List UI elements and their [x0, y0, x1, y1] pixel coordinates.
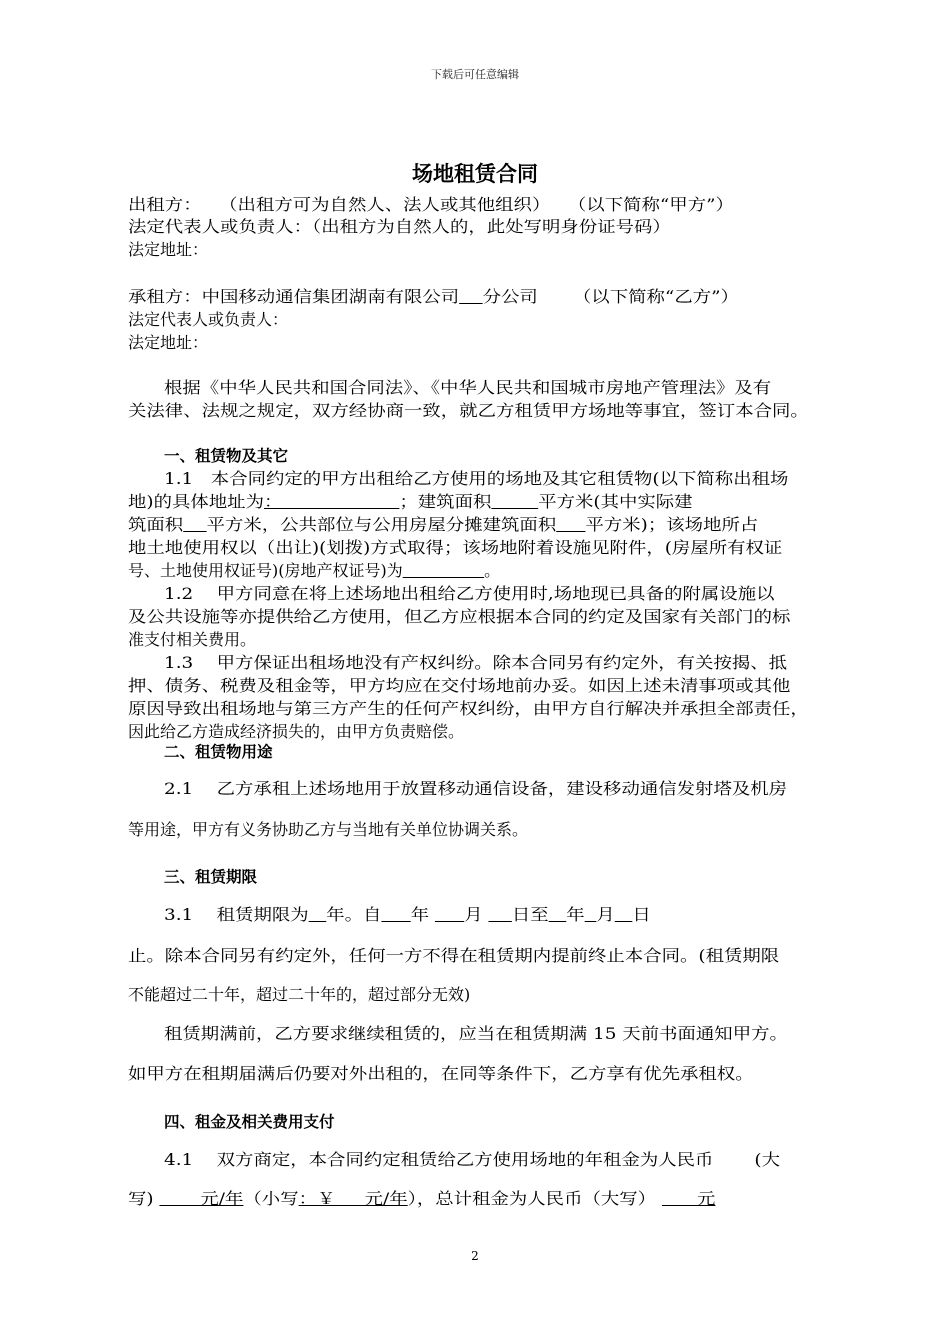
- clause-2-1-line-2: [128, 819, 528, 841]
- rent-amount-segment: （小写: [243, 1189, 299, 1208]
- clause-3-2-text-2: 如甲方在租期届满后仍要对外出租的，在同等条件下，乙方享有优先承租权。: [128, 1064, 754, 1083]
- clause-1-3-line-4: [128, 721, 464, 743]
- section-4-heading: 四、租金及相关费用支付: [164, 1113, 335, 1131]
- rent-amount-blank: ：￥ 元/年: [298, 1189, 408, 1208]
- clause-1-2-text-2: 及公共设施等亦提供给乙方使用，但乙方应根据本合同的约定及国家有关部门的标: [128, 607, 791, 626]
- actual-area-blank: [183, 515, 206, 534]
- clause-1-2-line-3: [128, 629, 256, 651]
- clause-3-1-line-2: [128, 945, 780, 967]
- clause-1-2-line-1: [164, 583, 775, 605]
- clause-1-1-text-2: [128, 491, 693, 513]
- lessee-addr-text: 法定地址：: [128, 333, 209, 352]
- lessor-rep-text: 法定代表人或负责人：（出租方为自然人的，此处写明身份证号码）: [128, 217, 671, 236]
- section-1-heading: 一、租赁物及其它: [164, 447, 289, 465]
- preamble-line-2: [128, 400, 809, 422]
- preamble-text-1: 根据《中华人民共和国合同法》、《中华人民共和国城市房地产管理法》及有: [164, 378, 772, 397]
- lessor-text: 出租方： （出租方可为自然人、法人或其他组织） （以下简称“甲方”）: [128, 195, 734, 214]
- clause-2-1-line-1: [164, 778, 788, 800]
- building-area-label: ；建筑面积: [399, 492, 492, 511]
- lease-term-blank: [615, 905, 633, 924]
- clause-1-1-text-1: 1.1 本合同约定的甲方出租给乙方使用的场地及其它租赁物(以下简称出租场: [164, 469, 789, 488]
- clause-1-1-text-3: [128, 514, 758, 536]
- clause-1-3-line-3: [128, 698, 809, 720]
- lease-term-segment: 3.1 租赁期限为: [164, 905, 309, 924]
- lease-term-text: [164, 904, 651, 926]
- clause-1-1-line-1: [164, 468, 789, 490]
- lease-term-blank: [309, 905, 327, 924]
- rent-amount-text: [128, 1188, 715, 1210]
- clause-4-1-line-1: [164, 1149, 780, 1171]
- building-area-blank: [491, 492, 538, 511]
- clause-1-3-text-1: 1.3 甲方保证出租场地没有产权纠纷。除本合同另有约定外，有关按揭、抵: [164, 653, 788, 672]
- lessor-rep-line: [128, 216, 671, 238]
- clause-3-1-line-1: [164, 904, 651, 926]
- building-area-unit: 平方米(其中实际建: [538, 492, 693, 511]
- lease-term-segment: 年。自: [326, 905, 382, 924]
- page-header: 下载后可任意编辑: [431, 68, 519, 81]
- lessor-addr-text: 法定地址：: [128, 240, 209, 259]
- shared-area-blank: [556, 515, 585, 534]
- rent-amount-segment: ），总计租金为人民币（大写）: [407, 1189, 662, 1208]
- lessee-company: 承租方：中国移动通信集团湖南有限公司: [128, 287, 460, 306]
- certificate-blank: [403, 561, 484, 580]
- clause-1-3-line-2: [128, 675, 791, 697]
- actual-area-label: 筑面积: [128, 515, 184, 534]
- clause-1-2-text-3: 准支付相关费用。: [128, 630, 257, 649]
- lessee-addr-line: [128, 332, 208, 354]
- clause-1-3-text-2: 押、债务、税费及租金等，甲方均应在交付场地前办妥。如因上述未清事项或其他: [128, 676, 791, 695]
- clause-3-2-line-2: [128, 1063, 754, 1085]
- address-blank: ：: [263, 492, 400, 511]
- rent-amount-segment: 写): [128, 1189, 160, 1208]
- address-label: 地)的具体地址为: [128, 492, 264, 511]
- clause-1-2-text-1: 1.2 甲方同意在将上述场地出租给乙方使用时,场地现已具备的附属设施以: [164, 584, 775, 603]
- page-number: 2: [471, 1249, 479, 1263]
- lease-term-blank: [381, 905, 410, 924]
- clause-1-1-line-4: [128, 537, 783, 559]
- section-3-heading: 三、租赁期限: [164, 868, 258, 886]
- shared-area-unit: 平方米)；该场地所占: [585, 515, 759, 534]
- lease-term-segment: 月: [464, 905, 489, 924]
- lease-term-segment: 年: [410, 905, 435, 924]
- lease-term-segment: 日至: [511, 905, 549, 924]
- clause-1-1-text-4: 地土地使用权以（出让)(划拨)方式取得；该场地附着设施见附件，(房屋所有权证: [128, 538, 783, 557]
- certificate-end: 。: [484, 561, 501, 580]
- lessee-suffix: 分公司 （以下简称“乙方”）: [482, 287, 739, 306]
- shared-area-label: 平方米，公共部位与公用房屋分摊建筑面积: [206, 515, 557, 534]
- clause-4-1-text-1: 4.1 双方商定，本合同约定租赁给乙方使用场地的年租金为人民币 (大: [164, 1150, 780, 1169]
- clause-3-1-text-2: 止。除本合同另有约定外，任何一方不得在租赁期内提前终止本合同。(租赁期限: [128, 946, 780, 965]
- rent-amount-blank: 元/年: [159, 1189, 244, 1208]
- clause-3-2-line-1: [164, 1023, 788, 1045]
- document-title: 场地租赁合同: [412, 162, 538, 186]
- lease-term-segment: 日: [632, 905, 651, 924]
- clause-1-3-line-1: [164, 652, 788, 674]
- lessee-text: [128, 286, 739, 308]
- clause-1-3-text-3: 原因导致出租场地与第三方产生的任何产权纠纷，由甲方自行解决并承担全部责任，: [128, 699, 809, 718]
- clause-3-2-text-1: 租赁期满前，乙方要求继续租赁的，应当在租赁期满 15 天前书面通知甲方。: [164, 1024, 788, 1043]
- clause-4-1-line-2: [128, 1188, 716, 1210]
- rent-amount-blank: 元: [661, 1189, 716, 1208]
- lease-term-blank: [549, 905, 567, 924]
- clause-3-1-text-3: 不能超过二十年，超过二十年的，超过部分无效): [128, 985, 471, 1004]
- lease-term-blank: [585, 905, 597, 924]
- clause-1-1-line-2: [128, 491, 693, 513]
- lessee-line: [128, 286, 739, 308]
- lease-term-blank: [435, 905, 464, 924]
- lessor-line: [128, 194, 734, 216]
- lessor-addr-line: [128, 239, 208, 261]
- branch-blank: [459, 287, 482, 306]
- lease-term-segment: 年: [566, 905, 585, 924]
- lease-term-segment: 月: [596, 905, 615, 924]
- lessee-rep-line: [128, 309, 288, 331]
- lessee-rep-text: 法定代表人或负责人：: [128, 310, 289, 329]
- clause-1-1-line-5: [128, 560, 500, 582]
- preamble-line-1: [164, 377, 772, 399]
- clause-1-3-text-4: 因此给乙方造成经济损失的，由甲方负责赔偿。: [128, 722, 465, 741]
- clause-1-1-line-3: [128, 514, 759, 536]
- clause-3-1-line-3: [128, 984, 470, 1006]
- lease-term-blank: [488, 905, 511, 924]
- clause-1-2-line-2: [128, 606, 791, 628]
- clause-2-1-text-1: 2.1 乙方承租上述场地用于放置移动通信设备，建设移动通信发射塔及机房: [164, 779, 788, 798]
- certificate-label: 号、土地使用权证号)(房地产权证号)为: [128, 561, 403, 580]
- section-2-heading: 二、租赁物用途: [164, 743, 273, 761]
- clause-2-1-text-2: 等用途，甲方有义务协助乙方与当地有关单位协调关系。: [128, 820, 529, 839]
- preamble-text-2: 关法律、法规之规定，双方经协商一致，就乙方租赁甲方场地等事宜，签订本合同。: [128, 401, 809, 420]
